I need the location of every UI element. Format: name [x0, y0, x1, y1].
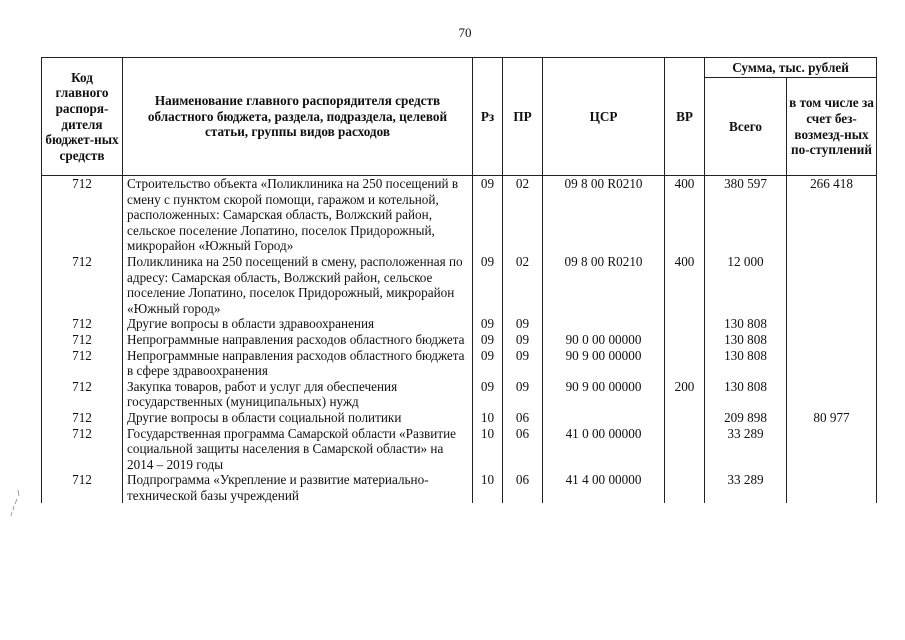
cell-gratis — [787, 348, 877, 379]
cell-code: 712 — [42, 316, 123, 332]
cell-vr — [665, 332, 705, 348]
table-row — [42, 176, 877, 254]
cell-pr: 09 — [503, 348, 543, 379]
cell-pr: 06 — [503, 410, 543, 426]
cell-rz: 09 — [473, 176, 503, 254]
cell-csr — [543, 410, 665, 426]
cell-csr: 90 9 00 00000 — [543, 348, 665, 379]
cell-name: Непрограммные направления расходов областного бюджета — [123, 332, 473, 348]
cell-pr: 09 — [503, 316, 543, 332]
cell-rz: 10 — [473, 472, 503, 503]
cell-gratis: 266 418 — [787, 176, 877, 254]
table-row — [42, 379, 877, 410]
table-row — [42, 410, 877, 426]
budget-table — [41, 57, 877, 503]
cell-rz: 09 — [473, 316, 503, 332]
header-rz: Рз — [473, 58, 503, 176]
cell-gratis — [787, 426, 877, 473]
cell-total: 130 808 — [705, 348, 787, 379]
table-body — [42, 176, 877, 504]
header-sum-group: Сумма, тыс. рублей — [705, 58, 877, 78]
header-csr: ЦСР — [543, 58, 665, 176]
cell-name: Другие вопросы в области здравоохранения — [123, 316, 473, 332]
cell-total: 209 898 — [705, 410, 787, 426]
cell-gratis — [787, 472, 877, 503]
table-row — [42, 254, 877, 316]
cell-csr: 41 4 00 00000 — [543, 472, 665, 503]
cell-code: 712 — [42, 426, 123, 473]
header-vr: ВР — [665, 58, 705, 176]
cell-code: 712 — [42, 379, 123, 410]
cell-gratis: 80 977 — [787, 410, 877, 426]
cell-code: 712 — [42, 176, 123, 254]
cell-vr: 200 — [665, 379, 705, 410]
cell-rz: 09 — [473, 332, 503, 348]
cell-rz: 10 — [473, 426, 503, 473]
cell-pr: 06 — [503, 472, 543, 503]
cell-code: 712 — [42, 254, 123, 316]
cell-total: 33 289 — [705, 426, 787, 473]
cell-gratis — [787, 316, 877, 332]
cell-name: Непрограммные направления расходов областного бюджета в сфере здравоохранения — [123, 348, 473, 379]
cell-gratis — [787, 254, 877, 316]
cell-csr: 90 9 00 00000 — [543, 379, 665, 410]
cell-pr: 09 — [503, 332, 543, 348]
scan-speck-mark — [8, 488, 22, 518]
cell-total: 130 808 — [705, 332, 787, 348]
cell-total: 12 000 — [705, 254, 787, 316]
cell-total: 380 597 — [705, 176, 787, 254]
cell-name: Строительство объекта «Поликлиника на 250 посещений в смену с пунктом скорой помощи, гаражом и котельной, расположенных: Самарская область, Волжский район, сельское поселение Лопатино, поселок Придорожный, микрорайон «Южный Город» — [123, 176, 473, 254]
cell-vr: 400 — [665, 176, 705, 254]
table-row — [42, 332, 877, 348]
cell-rz: 09 — [473, 379, 503, 410]
cell-vr — [665, 426, 705, 473]
header-pr: ПР — [503, 58, 543, 176]
cell-total: 33 289 — [705, 472, 787, 503]
cell-rz: 10 — [473, 410, 503, 426]
cell-pr: 06 — [503, 426, 543, 473]
cell-name: Подпрограмма «Укрепление и развитие материально-технической базы учреждений — [123, 472, 473, 503]
cell-pr: 02 — [503, 176, 543, 254]
header-name: Наименование главного распорядителя средств областного бюджета, раздела, подраздела, целевой статьи, группы видов расходов — [123, 58, 473, 176]
cell-total: 130 808 — [705, 316, 787, 332]
table-row — [42, 316, 877, 332]
header-gratis: в том числе за счет без-возмезд-ных по-ступлений — [787, 78, 877, 176]
page-number: 70 — [458, 25, 472, 40]
cell-name: Поликлиника на 250 посещений в смену, расположенная по адресу: Самарская область, Волжский район, сельское поселение Лопатино, поселок Придорожный, микрорайон «Южный город» — [123, 254, 473, 316]
cell-csr: 41 0 00 00000 — [543, 426, 665, 473]
cell-csr: 90 0 00 00000 — [543, 332, 665, 348]
cell-rz: 09 — [473, 254, 503, 316]
table-header — [42, 58, 877, 176]
cell-name: Государственная программа Самарской области «Развитие социальной защиты населения в Самарской области» на 2014 – 2019 годы — [123, 426, 473, 473]
cell-csr: 09 8 00 R0210 — [543, 176, 665, 254]
cell-vr — [665, 410, 705, 426]
cell-csr — [543, 316, 665, 332]
cell-vr — [665, 348, 705, 379]
cell-code: 712 — [42, 332, 123, 348]
cell-vr: 400 — [665, 254, 705, 316]
cell-vr — [665, 316, 705, 332]
cell-vr — [665, 472, 705, 503]
table-row — [42, 426, 877, 473]
cell-gratis — [787, 379, 877, 410]
cell-csr: 09 8 00 R0210 — [543, 254, 665, 316]
cell-rz: 09 — [473, 348, 503, 379]
cell-code: 712 — [42, 472, 123, 503]
cell-gratis — [787, 332, 877, 348]
cell-name: Закупка товаров, работ и услуг для обеспечения государственных (муниципальных) нужд — [123, 379, 473, 410]
table-row — [42, 348, 877, 379]
cell-pr: 09 — [503, 379, 543, 410]
header-code: Код главного распоря-дителя бюджет-ных средств — [42, 58, 123, 176]
cell-name: Другие вопросы в области социальной политики — [123, 410, 473, 426]
table-row — [42, 472, 877, 503]
cell-code: 712 — [42, 410, 123, 426]
cell-code: 712 — [42, 348, 123, 379]
cell-pr: 02 — [503, 254, 543, 316]
cell-total: 130 808 — [705, 379, 787, 410]
header-total: Всего — [705, 78, 787, 176]
